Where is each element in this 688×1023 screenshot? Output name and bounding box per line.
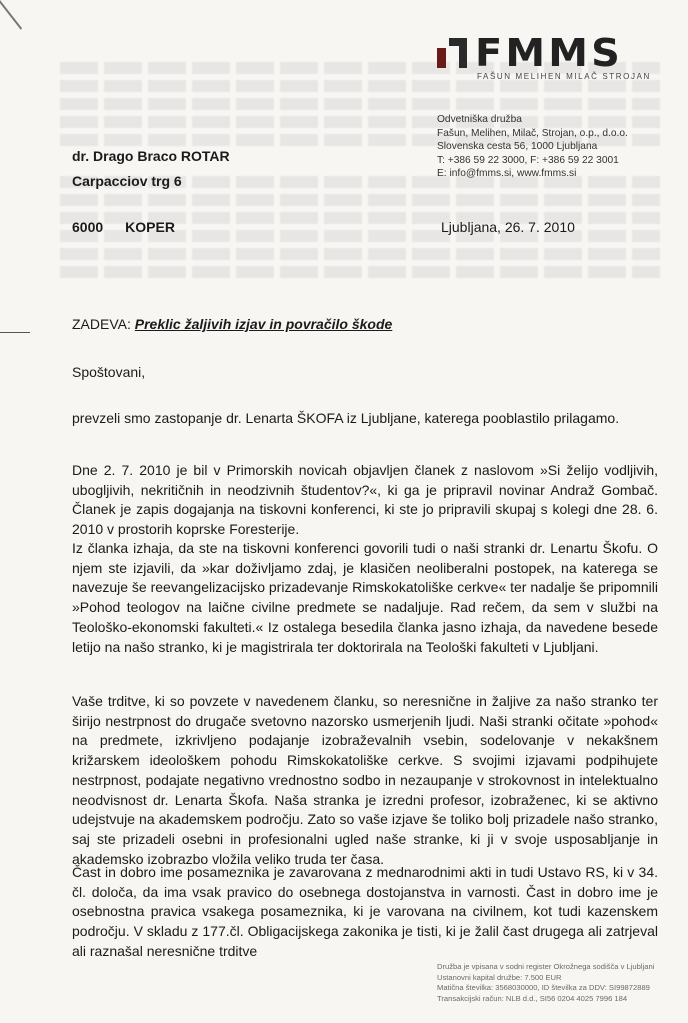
corner-fold-mark <box>0 0 22 30</box>
recipient-city-line <box>72 219 175 235</box>
company-registration-footer <box>437 962 654 1004</box>
body-paragraph: Vaše trditve, ki so povzete v navedenem članku, so neresnične in žaljive za našo stranko ter širijo nestrpnost do drugače svetovno nazorsko usmerjenih ljudi. Naši stranki očitate »pohod« na predmete, izkrivljeno podajanje izobraževalnih vsebin, sodelovanje v nekakšnem križarskem ideološkem pohodu Rimskokatoliške cerkve. S svojimi izjavami podpihujete nestrpnost, podajate negativno vrednostno sodbo in nezaupanje v strokovnost in intelektualno neodvisnost dr. Lenarta Škofa. Naša stranka je izredni profesor, izobraženec, ki se aktivno udejstvuje na akademskem področju. Zato so vaše izjave še toliko bolj prizadele našo stranko, saj ste prizadeli osebni in profesionalni ugled naše stranke, ki ji v svoje usposabljanje in akademsko izobrazbo vložila veliko truda ter časa. <box>72 693 658 867</box>
subject-line <box>72 316 392 332</box>
footer-line: Ustanovni kapital družbe: 7.500 EUR <box>437 972 562 982</box>
footer-line: Družba je vpisana v sodni register Okrožnega sodišča v Ljubljani <box>437 962 655 971</box>
subject-label: ZADEVA: <box>72 316 131 332</box>
footer-line: Matična številka: 3568030000, ID številka za DDV: SI99872889 <box>437 983 650 993</box>
firm-line: Odvetniška družba <box>437 114 522 125</box>
fold-mark <box>0 332 30 333</box>
salutation: Spoštovani, <box>72 364 146 380</box>
letter-date: Ljubljana, 26. 7. 2010 <box>441 219 575 235</box>
firm-logo <box>437 31 652 84</box>
firm-line: E: info@fmms.si, www.fmms.si <box>437 168 577 180</box>
recipient-postcode: 6000 <box>72 219 104 235</box>
logo-brand: FMMS <box>475 31 624 75</box>
firm-line: Fašun, Melihen, Milač, Strojan, o.p., d.o.o. <box>437 127 628 139</box>
firm-address-block <box>437 113 628 181</box>
recipient-street: Carpacciov trg 6 <box>72 173 182 189</box>
body-paragraph: Iz članka izhaja, da ste na tiskovni konferenci govorili tudi o naši stranki dr. Lenartu Škofu. O njem ste izjavili, da »kar doživljamo zdaj, je klasičen neoliberalni postopek, na katerega se navezuje še reevangelizacijsko prizadevanje Rimskokatoliške cerkve« ter nadalje še pripomnili »Pohod teologov na laične civilne predmete se nadaljuje. Rad rečem, da sem v službi na Teološko-ekonomski fakulteti.« Iz ostalega besedila članka jasno izhaja, da navedene besede letijo na našo stranko, ki je magistrirala ter doktorirala na Teološki fakulteti v Ljubljani. <box>72 540 658 655</box>
subject-text: Preklic žaljivih izjav in povračilo škode <box>134 316 393 332</box>
footer-line: Transakcijski račun: NLB d.d., SI56 0204 4025 7996 184 <box>437 993 628 1003</box>
body-paragraph: prevzeli smo zastopanje dr. Lenarta ŠKOFA iz Ljubljane, katerega pooblastilo prilagamo. <box>72 410 620 426</box>
body-paragraph: Dne 2. 7. 2010 je bil v Primorskih novicah objavljen članek z naslovom »Si želijo vodljivih, ubogljivih, nekritičnih in neodzivnih študentov?«, ki ga je pripravil novinar Andraž Gombač. Članek je zapis dogajanja na tiskovni konferenci, ki ste jo pripravili skupaj s kolegi dne 28. 6. 2010 v prostorih koprske Foresterije. <box>72 462 658 538</box>
firm-line: T: +386 59 22 3000, F: +386 59 22 3001 <box>437 154 619 166</box>
logo-mark-icon <box>437 38 467 68</box>
firm-line: Slovenska cesta 56, 1000 Ljubljana <box>437 141 598 153</box>
recipient-name: dr. Drago Braco ROTAR <box>72 148 230 164</box>
recipient-city: KOPER <box>125 219 175 235</box>
logo-tagline: FAŠUN MELIHEN MILAČ STROJAN <box>477 72 651 81</box>
body-paragraph: Čast in dobro ime posameznika je zavarovana z mednarodnimi akti in tudi Ustavo RS, ki v 34. čl. določa, da ima vsak pravico do osebnega dostojanstva in varnosti. Čast in dobro ime je osebnostna pravica vsakega posameznika, ki je varovana na civilnem, kot tudi kazenskem področju. V skladu z 177.čl. Obligacijskega zakonika je tisti, ki je žalil čast drugega ali zatrjeval ali raznašal neresnične trditve <box>72 864 658 959</box>
